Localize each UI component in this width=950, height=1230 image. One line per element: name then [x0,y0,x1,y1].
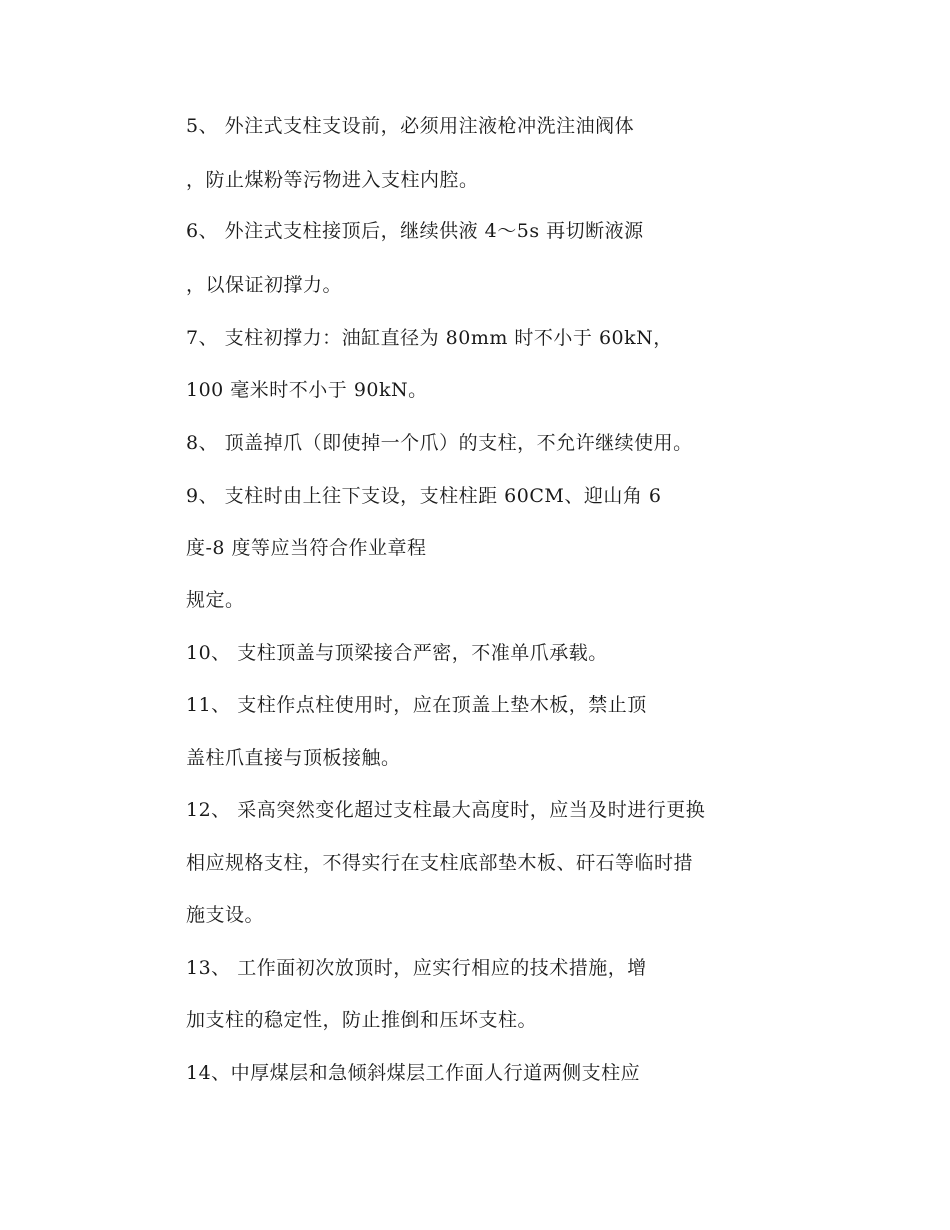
text-line: 14、中厚煤层和急倾斜煤层工作面人行道两侧支柱应 [186,1062,641,1084]
text-line: 加支柱的稳定性，防止推倒和压坏支柱。 [186,1009,538,1031]
text-line: 12、 采高突然变化超过支柱最大高度时，应当及时进行更换 [186,799,706,821]
text-line: 9、 支柱时由上往下支设，支柱柱距 60CM、迎山角 6 [186,485,662,507]
text-line: 施支设。 [186,904,265,926]
text-line: 10、 支柱顶盖与顶梁接合严密，不准单爪承载。 [186,642,608,664]
text-line: 盖柱爪直接与顶板接触。 [186,747,401,769]
text-line: 5、 外注式支柱支设前，必须用注液枪冲洗注油阀体 [186,115,635,137]
text-line: ，以保证初撑力。 [186,274,343,296]
text-line: 度-8 度等应当符合作业章程 [186,537,427,559]
text-line: 13、 工作面初次放顶时，应实行相应的技术措施，增 [186,957,647,979]
text-line: ，防止煤粉等污物进入支柱内腔。 [186,169,479,191]
text-line: 6、 外注式支柱接顶后，继续供液 4～5s 再切断液源 [186,220,644,242]
text-line: 相应规格支柱，不得实行在支柱底部垫木板、矸石等临时措 [186,852,694,874]
text-line: 8、 顶盖掉爪（即使掉一个爪）的支柱，不允许继续使用。 [186,432,693,454]
text-line: 规定。 [186,589,245,611]
text-line: 11、 支柱作点柱使用时，应在顶盖上垫木板，禁止顶 [186,694,647,716]
text-line: 100 毫米时不小于 90kN。 [186,379,428,401]
text-line: 7、 支柱初撑力：油缸直径为 80mm 时不小于 60kN， [186,327,673,349]
